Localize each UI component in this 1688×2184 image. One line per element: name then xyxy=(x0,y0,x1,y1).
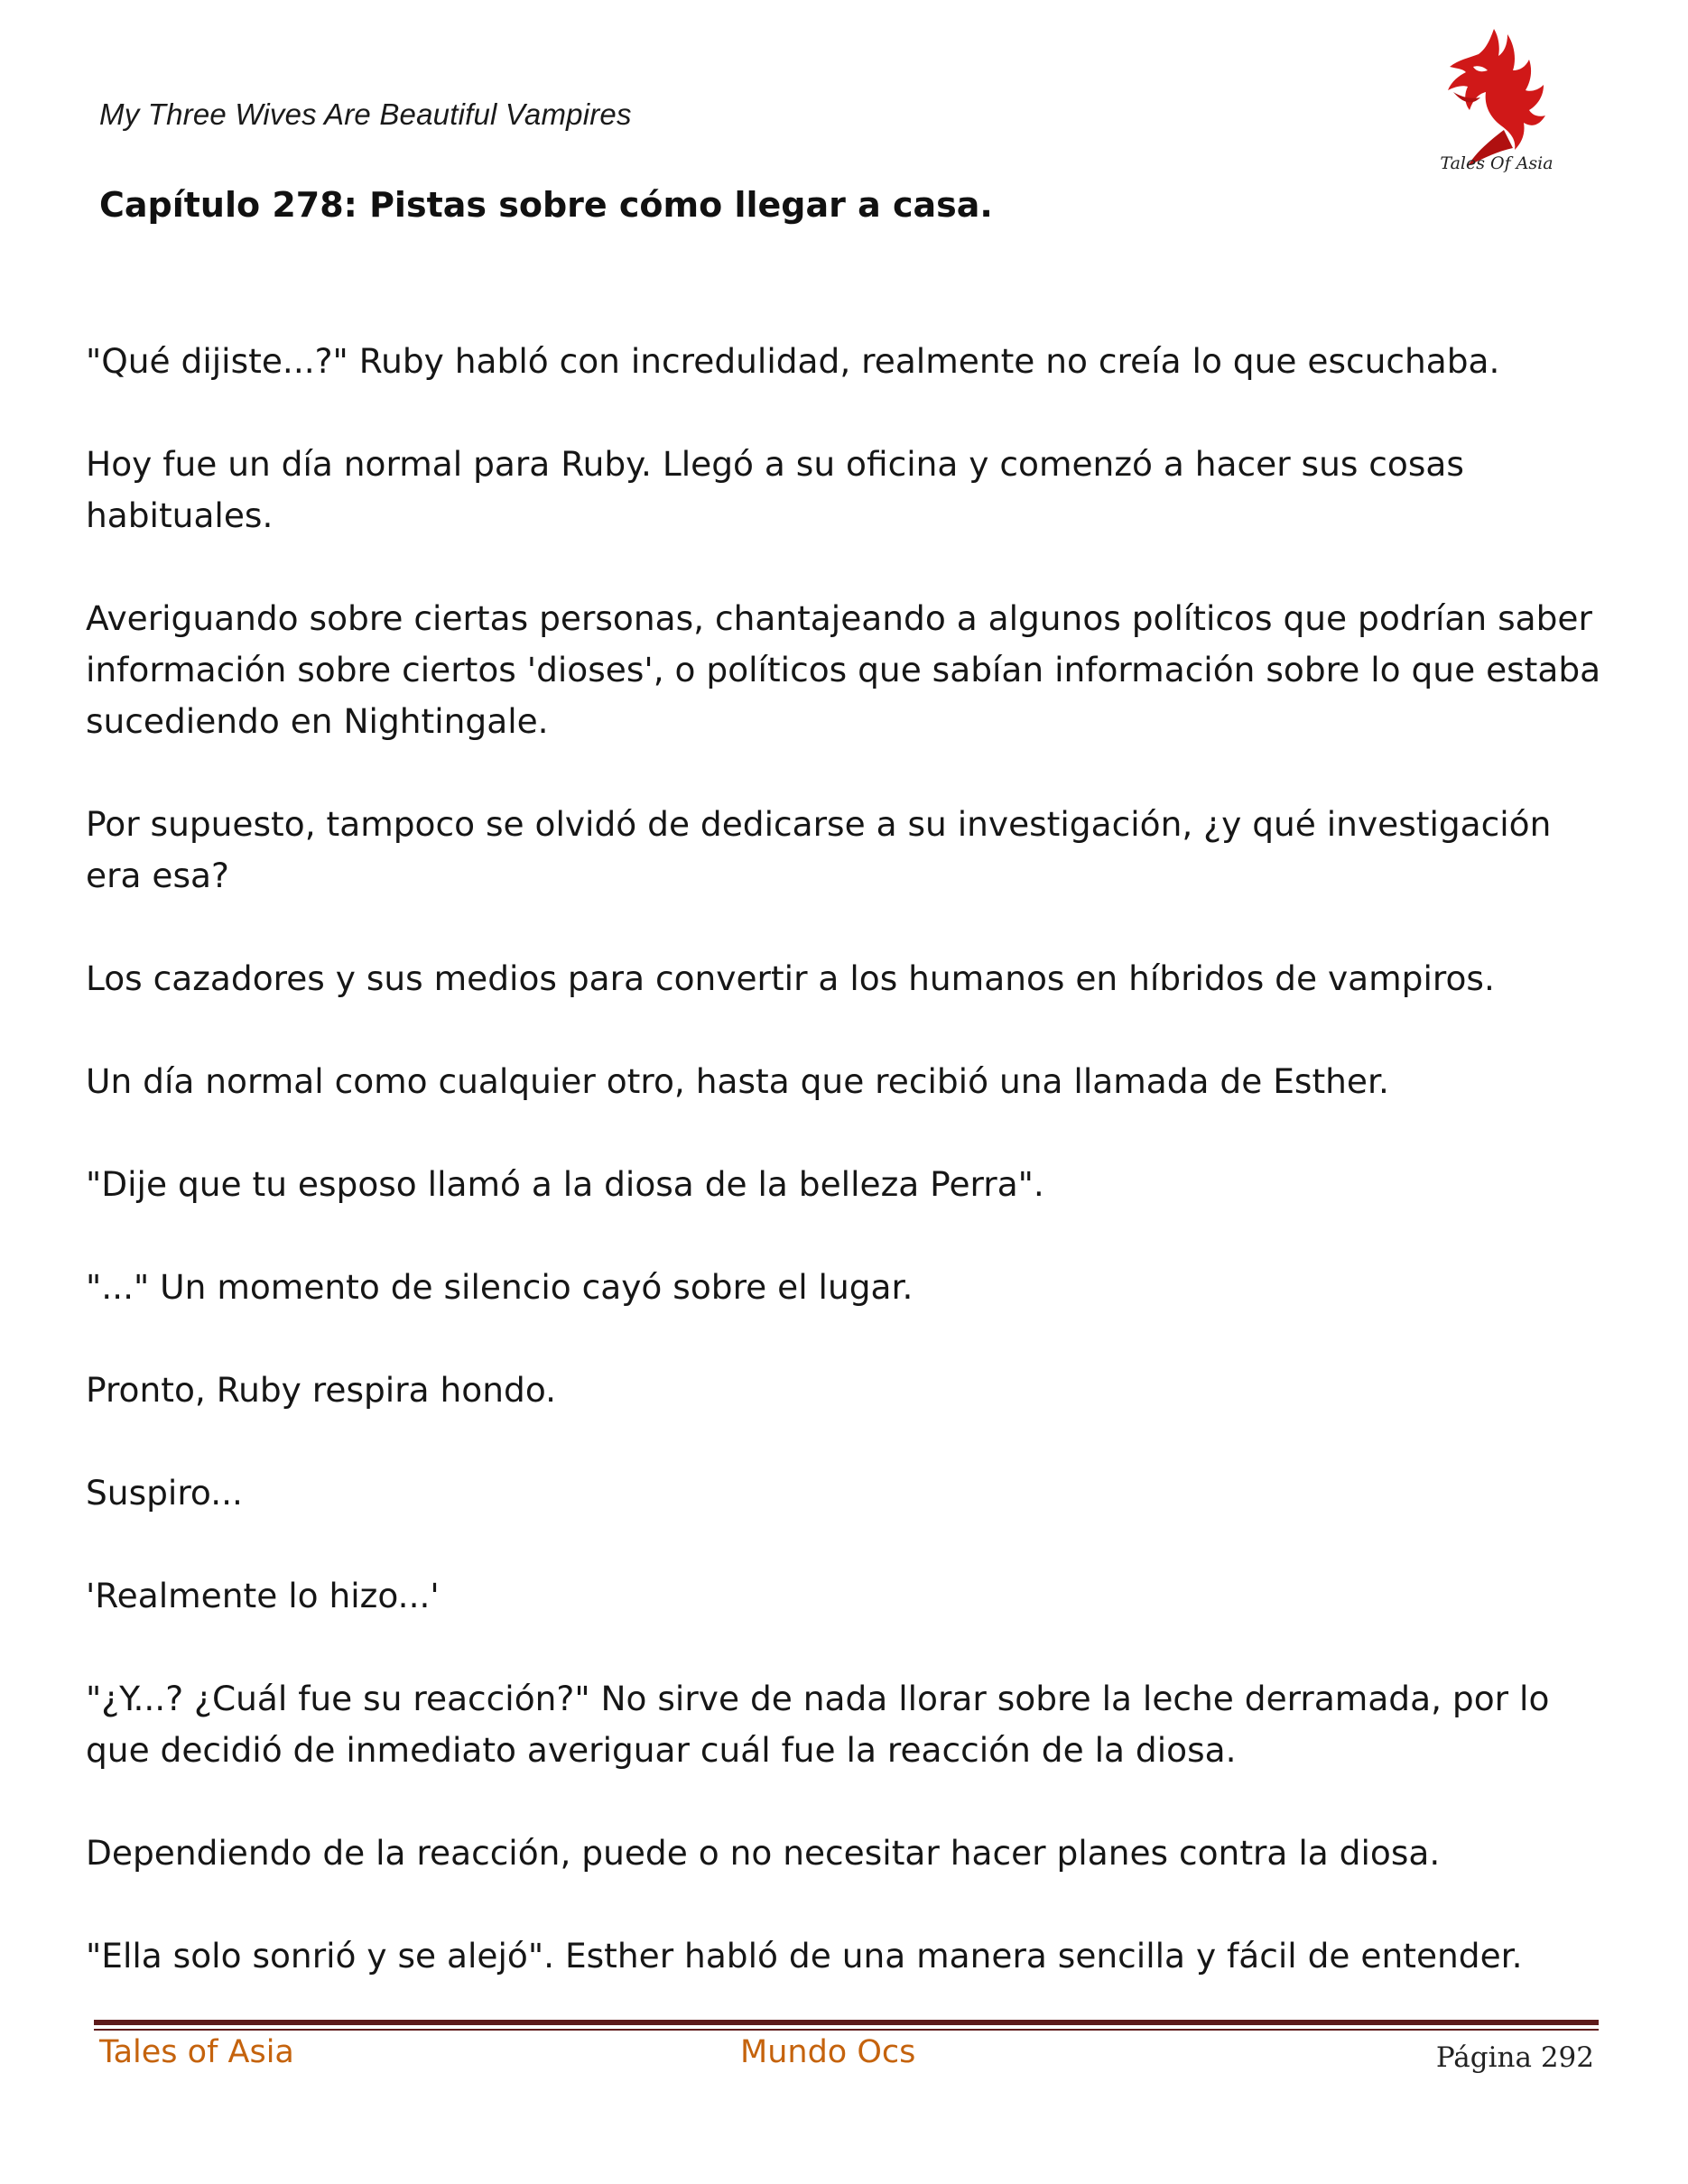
paragraph: "¿Y...? ¿Cuál fue su reacción?" No sirve de nada llorar sobre la leche derramada, por lo que decidió de inmediato averiguar cuál fue la reacción de la diosa. xyxy=(86,1679,1550,1770)
paragraph: "Qué dijiste...?" Ruby habló con incredulidad, realmente no creía lo que escuchaba. xyxy=(86,341,1500,381)
page-number: Página 292 xyxy=(1435,2041,1594,2074)
footer-publisher: Tales of Asia xyxy=(99,2034,294,2070)
paragraph: "..." Un momento de silencio cayó sobre el lugar. xyxy=(86,1267,914,1307)
paragraph: 'Realmente lo hizo...' xyxy=(86,1576,440,1615)
paragraph: Los cazadores y sus medios para convertir a los humanos en híbridos de vampiros. xyxy=(86,958,1495,998)
paragraph: Averiguando sobre ciertas personas, chantajeando a algunos políticos que podrían saber información sobre ciertos 'dioses', o políticos que sabían información sobre lo que estaba sucediendo en Nightingale. xyxy=(86,598,1601,741)
logo-caption: Tales Of Asia xyxy=(1440,153,1554,173)
paragraph: Un día normal como cualquier otro, hasta que recibió una llamada de Esther. xyxy=(86,1061,1389,1101)
paragraph: Hoy fue un día normal para Ruby. Llegó a su oficina y comenzó a hacer sus cosas habituales. xyxy=(86,444,1464,535)
paragraph: "Ella solo sonrió y se alejó". Esther habló de una manera sencilla y fácil de entender. xyxy=(86,1936,1523,1976)
paragraph: Pronto, Ruby respira hondo. xyxy=(86,1370,557,1410)
footer-section: Mundo Ocs xyxy=(740,2034,916,2070)
paragraph: Por supuesto, tampoco se olvidó de dedicarse a su investigación, ¿y qué investigación era esa? xyxy=(86,804,1552,895)
chapter-title: Capítulo 278: Pistas sobre cómo llegar a casa. xyxy=(99,185,993,225)
footer-divider xyxy=(94,2020,1599,2025)
footer-divider-thin xyxy=(94,2029,1599,2031)
paragraph: "Dije que tu esposo llamó a la diosa de la belleza Perra". xyxy=(86,1164,1044,1204)
chapter-body xyxy=(86,336,1611,2033)
paragraph: Dependiendo de la reacción, puede o no necesitar hacer planes contra la diosa. xyxy=(86,1833,1441,1873)
paragraph: Suspiro... xyxy=(86,1473,243,1513)
book-title: My Three Wives Are Beautiful Vampires xyxy=(99,97,632,131)
